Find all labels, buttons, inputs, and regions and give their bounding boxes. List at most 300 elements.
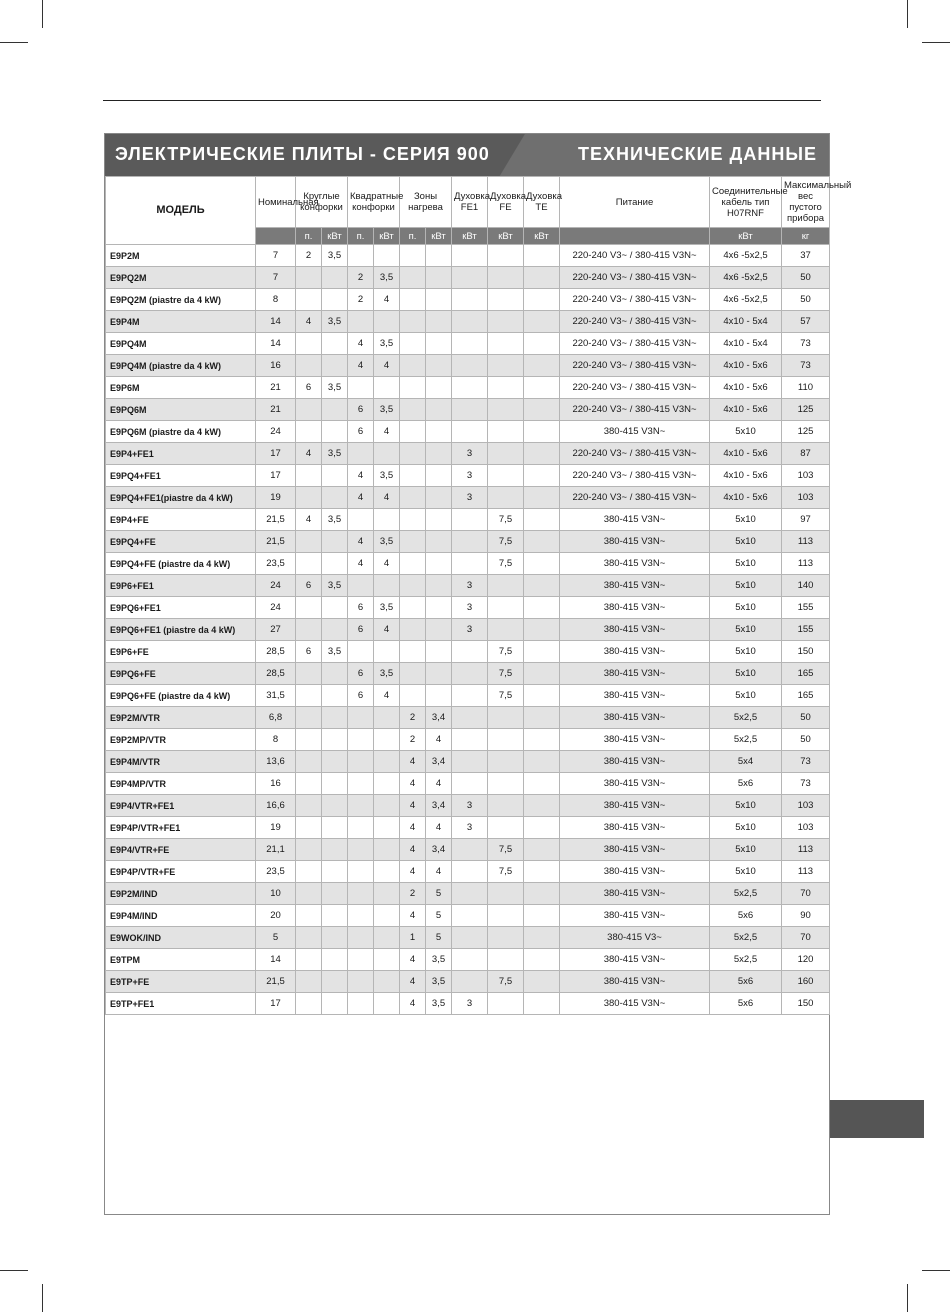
cell-sn: 4 <box>348 553 374 575</box>
cell-rk: 3,5 <box>322 575 348 597</box>
cell-fe1 <box>452 861 488 883</box>
cell-rn <box>296 685 322 707</box>
cell-cable: 5x4 <box>710 751 782 773</box>
cell-rn: 4 <box>296 443 322 465</box>
cell-fe1 <box>452 509 488 531</box>
model-cell: E9TP+FE1 <box>106 993 256 1015</box>
cell-weight: 150 <box>782 641 830 663</box>
cell-te <box>524 905 560 927</box>
cell-te <box>524 861 560 883</box>
model-cell: E9P4M/IND <box>106 905 256 927</box>
cell-rk <box>322 553 348 575</box>
cell-te <box>524 333 560 355</box>
cell-weight: 97 <box>782 509 830 531</box>
cell-fe1 <box>452 553 488 575</box>
unit-cable-kw: кВт <box>710 228 782 245</box>
cell-cable: 4x6 -5x2,5 <box>710 267 782 289</box>
cell-nom: 21 <box>256 399 296 421</box>
cell-sn <box>348 311 374 333</box>
cell-te <box>524 971 560 993</box>
cell-sk <box>374 641 400 663</box>
cell-zk <box>426 421 452 443</box>
table-row <box>106 421 830 443</box>
cell-nom: 23,5 <box>256 861 296 883</box>
cell-sn: 4 <box>348 465 374 487</box>
cell-rk <box>322 707 348 729</box>
cell-fe1: 3 <box>452 487 488 509</box>
cell-fe: 7,5 <box>488 971 524 993</box>
cell-fe <box>488 949 524 971</box>
cell-weight: 155 <box>782 619 830 641</box>
cell-rn <box>296 773 322 795</box>
unit-square-kw: кВт <box>374 228 400 245</box>
cell-nom: 27 <box>256 619 296 641</box>
cell-fe <box>488 817 524 839</box>
header-row <box>106 177 830 228</box>
cell-rn <box>296 993 322 1015</box>
cell-power: 380-415 V3N~ <box>560 597 710 619</box>
cell-rk <box>322 817 348 839</box>
cell-weight: 103 <box>782 487 830 509</box>
cell-rk <box>322 597 348 619</box>
cell-sk <box>374 949 400 971</box>
model-cell: E9PQ6+FE1 (piastre da 4 kW) <box>106 619 256 641</box>
cell-sk <box>374 839 400 861</box>
cell-zk: 3,4 <box>426 751 452 773</box>
cell-nom: 31,5 <box>256 685 296 707</box>
cell-weight: 165 <box>782 663 830 685</box>
cell-fe1 <box>452 641 488 663</box>
cell-weight: 155 <box>782 597 830 619</box>
cell-weight: 57 <box>782 311 830 333</box>
cell-rk: 3,5 <box>322 377 348 399</box>
cell-power: 380-415 V3N~ <box>560 553 710 575</box>
cell-nom: 6,8 <box>256 707 296 729</box>
cell-fe1 <box>452 355 488 377</box>
col-power: Питание <box>560 177 710 228</box>
cell-sn <box>348 927 374 949</box>
section-title: ТЕХНИЧЕСКИЕ ДАННЫЕ <box>578 144 817 164</box>
cell-weight: 73 <box>782 333 830 355</box>
cell-weight: 70 <box>782 883 830 905</box>
cell-zn: 1 <box>400 927 426 949</box>
cell-rn <box>296 465 322 487</box>
table-row <box>106 465 830 487</box>
cell-rn <box>296 839 322 861</box>
cell-cable: 5x10 <box>710 509 782 531</box>
table-row <box>106 861 830 883</box>
cell-rk: 3,5 <box>322 245 348 267</box>
cell-power: 380-415 V3N~ <box>560 421 710 443</box>
table-row <box>106 267 830 289</box>
table-row <box>106 377 830 399</box>
cell-zn: 4 <box>400 949 426 971</box>
cell-rn <box>296 487 322 509</box>
cell-fe <box>488 267 524 289</box>
cell-sk: 4 <box>374 685 400 707</box>
crop-mark <box>42 0 43 28</box>
cell-power: 220-240 V3~ / 380-415 V3N~ <box>560 311 710 333</box>
table-row <box>106 553 830 575</box>
cell-sk: 3,5 <box>374 597 400 619</box>
table-row <box>106 971 830 993</box>
cell-zk: 4 <box>426 729 452 751</box>
cell-zn <box>400 487 426 509</box>
cell-fe1 <box>452 333 488 355</box>
cell-power: 380-415 V3N~ <box>560 751 710 773</box>
cell-zn <box>400 267 426 289</box>
cell-nom: 17 <box>256 465 296 487</box>
cell-sk <box>374 245 400 267</box>
table-row <box>106 289 830 311</box>
cell-fe <box>488 597 524 619</box>
model-cell: E9PQ6+FE <box>106 663 256 685</box>
cell-te <box>524 509 560 531</box>
cell-fe1: 3 <box>452 443 488 465</box>
cell-rn <box>296 795 322 817</box>
cell-zn <box>400 597 426 619</box>
cell-zn <box>400 245 426 267</box>
unit-weight-kg: кг <box>782 228 830 245</box>
cell-power: 380-415 V3N~ <box>560 949 710 971</box>
model-cell: E9TPM <box>106 949 256 971</box>
cell-te <box>524 993 560 1015</box>
cell-te <box>524 531 560 553</box>
cell-power: 220-240 V3~ / 380-415 V3N~ <box>560 355 710 377</box>
model-cell: E9PQ4+FE1(piastre da 4 kW) <box>106 487 256 509</box>
cell-weight: 73 <box>782 751 830 773</box>
cell-cable: 4x6 -5x2,5 <box>710 245 782 267</box>
cell-fe1 <box>452 663 488 685</box>
cell-rn <box>296 817 322 839</box>
cell-nom: 10 <box>256 883 296 905</box>
model-cell: E9PQ2M (piastre da 4 kW) <box>106 289 256 311</box>
cell-fe <box>488 905 524 927</box>
table-row <box>106 245 830 267</box>
cell-nom: 21,5 <box>256 509 296 531</box>
model-cell: E9PQ4M (piastre da 4 kW) <box>106 355 256 377</box>
cell-rk <box>322 949 348 971</box>
cell-te <box>524 707 560 729</box>
cell-rn: 6 <box>296 575 322 597</box>
cell-rn: 6 <box>296 641 322 663</box>
cell-cable: 5x10 <box>710 839 782 861</box>
cell-zn: 4 <box>400 993 426 1015</box>
table-row <box>106 817 830 839</box>
cell-te <box>524 553 560 575</box>
cell-fe1: 3 <box>452 575 488 597</box>
unit-zones-n: п. <box>400 228 426 245</box>
cell-sn <box>348 641 374 663</box>
table-row <box>106 531 830 553</box>
cell-fe1 <box>452 927 488 949</box>
cell-te <box>524 751 560 773</box>
cell-weight: 37 <box>782 245 830 267</box>
cell-weight: 103 <box>782 795 830 817</box>
cell-power: 380-415 V3N~ <box>560 707 710 729</box>
table-row <box>106 311 830 333</box>
cell-rn: 4 <box>296 509 322 531</box>
cell-te <box>524 355 560 377</box>
cell-fe1 <box>452 377 488 399</box>
cell-power: 380-415 V3N~ <box>560 509 710 531</box>
cell-zk: 4 <box>426 861 452 883</box>
cell-rn <box>296 949 322 971</box>
cell-zk <box>426 575 452 597</box>
cell-rk <box>322 883 348 905</box>
cell-sk: 4 <box>374 553 400 575</box>
cell-sk <box>374 971 400 993</box>
cell-sk <box>374 443 400 465</box>
cell-fe <box>488 795 524 817</box>
cell-rn <box>296 355 322 377</box>
cell-sk <box>374 509 400 531</box>
cell-nom: 28,5 <box>256 641 296 663</box>
cell-fe1 <box>452 949 488 971</box>
model-cell: E9PQ4+FE1 <box>106 465 256 487</box>
cell-power: 380-415 V3N~ <box>560 993 710 1015</box>
cell-zk: 5 <box>426 927 452 949</box>
cell-zk: 4 <box>426 773 452 795</box>
cell-weight: 90 <box>782 905 830 927</box>
cell-fe1 <box>452 707 488 729</box>
cell-nom: 20 <box>256 905 296 927</box>
cell-zk: 5 <box>426 883 452 905</box>
cell-zn: 4 <box>400 817 426 839</box>
cell-rn <box>296 905 322 927</box>
cell-rk <box>322 729 348 751</box>
table-row <box>106 509 830 531</box>
cell-te <box>524 289 560 311</box>
model-cell: E9P4M/VTR <box>106 751 256 773</box>
cell-sk: 4 <box>374 289 400 311</box>
col-zones: Зоны нагрева <box>400 177 452 228</box>
cell-sk <box>374 707 400 729</box>
cell-nom: 21,5 <box>256 971 296 993</box>
cell-power: 380-415 V3N~ <box>560 663 710 685</box>
cell-fe: 7,5 <box>488 509 524 531</box>
cell-rk <box>322 993 348 1015</box>
cell-weight: 50 <box>782 267 830 289</box>
cell-fe: 7,5 <box>488 663 524 685</box>
table-row <box>106 575 830 597</box>
col-oven-fe: Духовка FE <box>488 177 524 228</box>
cell-cable: 5x10 <box>710 575 782 597</box>
cell-zk <box>426 509 452 531</box>
unit-round-kw: кВт <box>322 228 348 245</box>
table-row <box>106 685 830 707</box>
cell-zk <box>426 377 452 399</box>
model-cell: E9P2M <box>106 245 256 267</box>
cell-sn <box>348 905 374 927</box>
cell-weight: 50 <box>782 707 830 729</box>
cell-zn <box>400 575 426 597</box>
cell-sn <box>348 993 374 1015</box>
cell-nom: 8 <box>256 729 296 751</box>
cell-rn <box>296 619 322 641</box>
cell-nom: 21 <box>256 377 296 399</box>
model-cell: E9P4+FE1 <box>106 443 256 465</box>
col-round: Круглые конфорки <box>296 177 348 228</box>
cell-zn <box>400 465 426 487</box>
cell-sk <box>374 883 400 905</box>
cell-sn <box>348 883 374 905</box>
cell-zk <box>426 245 452 267</box>
crop-mark <box>922 1270 950 1271</box>
cell-zk <box>426 597 452 619</box>
cell-te <box>524 663 560 685</box>
cell-rk <box>322 861 348 883</box>
cell-sn: 4 <box>348 487 374 509</box>
cell-zn: 4 <box>400 861 426 883</box>
cell-sn <box>348 817 374 839</box>
cell-nom: 24 <box>256 597 296 619</box>
cell-fe1 <box>452 421 488 443</box>
cell-te <box>524 443 560 465</box>
table-row <box>106 707 830 729</box>
cell-sk: 3,5 <box>374 465 400 487</box>
cell-sk <box>374 311 400 333</box>
cell-rn <box>296 289 322 311</box>
cell-cable: 5x2,5 <box>710 729 782 751</box>
cell-sn <box>348 751 374 773</box>
table-row <box>106 773 830 795</box>
cell-weight: 150 <box>782 993 830 1015</box>
cell-sk: 4 <box>374 421 400 443</box>
unit-te-kw: кВт <box>524 228 560 245</box>
cell-cable: 5x6 <box>710 993 782 1015</box>
cell-zn: 4 <box>400 839 426 861</box>
cell-fe <box>488 575 524 597</box>
cell-te <box>524 883 560 905</box>
cell-power: 220-240 V3~ / 380-415 V3N~ <box>560 245 710 267</box>
cell-weight: 73 <box>782 355 830 377</box>
cell-te <box>524 377 560 399</box>
cell-te <box>524 641 560 663</box>
cell-sn <box>348 773 374 795</box>
cell-fe1 <box>452 971 488 993</box>
cell-zn: 4 <box>400 751 426 773</box>
cell-weight: 165 <box>782 685 830 707</box>
cell-sk: 4 <box>374 487 400 509</box>
cell-rk <box>322 267 348 289</box>
cell-zk <box>426 311 452 333</box>
table-row <box>106 883 830 905</box>
cell-rn <box>296 751 322 773</box>
cell-sn: 2 <box>348 267 374 289</box>
cell-rk <box>322 685 348 707</box>
cell-te <box>524 245 560 267</box>
cell-te <box>524 311 560 333</box>
cell-cable: 4x10 - 5x4 <box>710 333 782 355</box>
cell-rk: 3,5 <box>322 509 348 531</box>
cell-fe <box>488 927 524 949</box>
cell-zn <box>400 663 426 685</box>
cell-te <box>524 685 560 707</box>
cell-sn: 2 <box>348 289 374 311</box>
cell-sk <box>374 575 400 597</box>
cell-fe <box>488 377 524 399</box>
cell-rn <box>296 927 322 949</box>
table-row <box>106 751 830 773</box>
cell-fe1 <box>452 685 488 707</box>
cell-zn <box>400 355 426 377</box>
cell-zk <box>426 443 452 465</box>
cell-cable: 4x10 - 5x6 <box>710 377 782 399</box>
cell-power: 220-240 V3~ / 380-415 V3N~ <box>560 399 710 421</box>
cell-cable: 4x10 - 5x6 <box>710 399 782 421</box>
cell-te <box>524 421 560 443</box>
model-cell: E9P2M/IND <box>106 883 256 905</box>
cell-nom: 24 <box>256 421 296 443</box>
table-row <box>106 993 830 1015</box>
cell-fe1 <box>452 399 488 421</box>
cell-zk <box>426 399 452 421</box>
model-cell: E9P4P/VTR+FE1 <box>106 817 256 839</box>
model-cell: E9P4+FE <box>106 509 256 531</box>
model-cell: E9P2M/VTR <box>106 707 256 729</box>
cell-rk <box>322 531 348 553</box>
cell-zk <box>426 487 452 509</box>
cell-cable: 4x6 -5x2,5 <box>710 289 782 311</box>
cell-sn <box>348 949 374 971</box>
cell-rn <box>296 861 322 883</box>
cell-fe <box>488 465 524 487</box>
tech-data-sheet <box>104 133 852 1215</box>
cell-sn: 6 <box>348 399 374 421</box>
cell-nom: 14 <box>256 949 296 971</box>
cell-fe1 <box>452 751 488 773</box>
table-row <box>106 443 830 465</box>
model-cell: E9P2MP/VTR <box>106 729 256 751</box>
model-cell: E9PQ2M <box>106 267 256 289</box>
table-row <box>106 619 830 641</box>
cell-zn: 4 <box>400 795 426 817</box>
cell-te <box>524 399 560 421</box>
cell-sn <box>348 971 374 993</box>
cell-sk: 3,5 <box>374 663 400 685</box>
cell-zn <box>400 509 426 531</box>
cell-fe: 7,5 <box>488 861 524 883</box>
unit-nominal <box>256 228 296 245</box>
cell-fe <box>488 421 524 443</box>
cell-power: 380-415 V3N~ <box>560 729 710 751</box>
col-weight: Максимальный вес пустого прибора <box>782 177 830 228</box>
cell-rk: 3,5 <box>322 311 348 333</box>
cell-cable: 5x6 <box>710 773 782 795</box>
cell-fe1: 3 <box>452 993 488 1015</box>
cell-rk <box>322 487 348 509</box>
cell-sn <box>348 245 374 267</box>
model-cell: E9P4/VTR+FE <box>106 839 256 861</box>
cell-weight: 103 <box>782 465 830 487</box>
cell-power: 380-415 V3~ <box>560 927 710 949</box>
cell-zn <box>400 399 426 421</box>
cell-rn: 6 <box>296 377 322 399</box>
cell-power: 380-415 V3N~ <box>560 641 710 663</box>
cell-te <box>524 487 560 509</box>
model-cell: E9PQ4+FE (piastre da 4 kW) <box>106 553 256 575</box>
model-cell: E9PQ6+FE1 <box>106 597 256 619</box>
cell-power: 380-415 V3N~ <box>560 795 710 817</box>
cell-nom: 5 <box>256 927 296 949</box>
table-row <box>106 927 830 949</box>
cell-te <box>524 619 560 641</box>
cell-zn <box>400 443 426 465</box>
cell-fe <box>488 751 524 773</box>
cell-cable: 5x10 <box>710 553 782 575</box>
cell-rn <box>296 663 322 685</box>
